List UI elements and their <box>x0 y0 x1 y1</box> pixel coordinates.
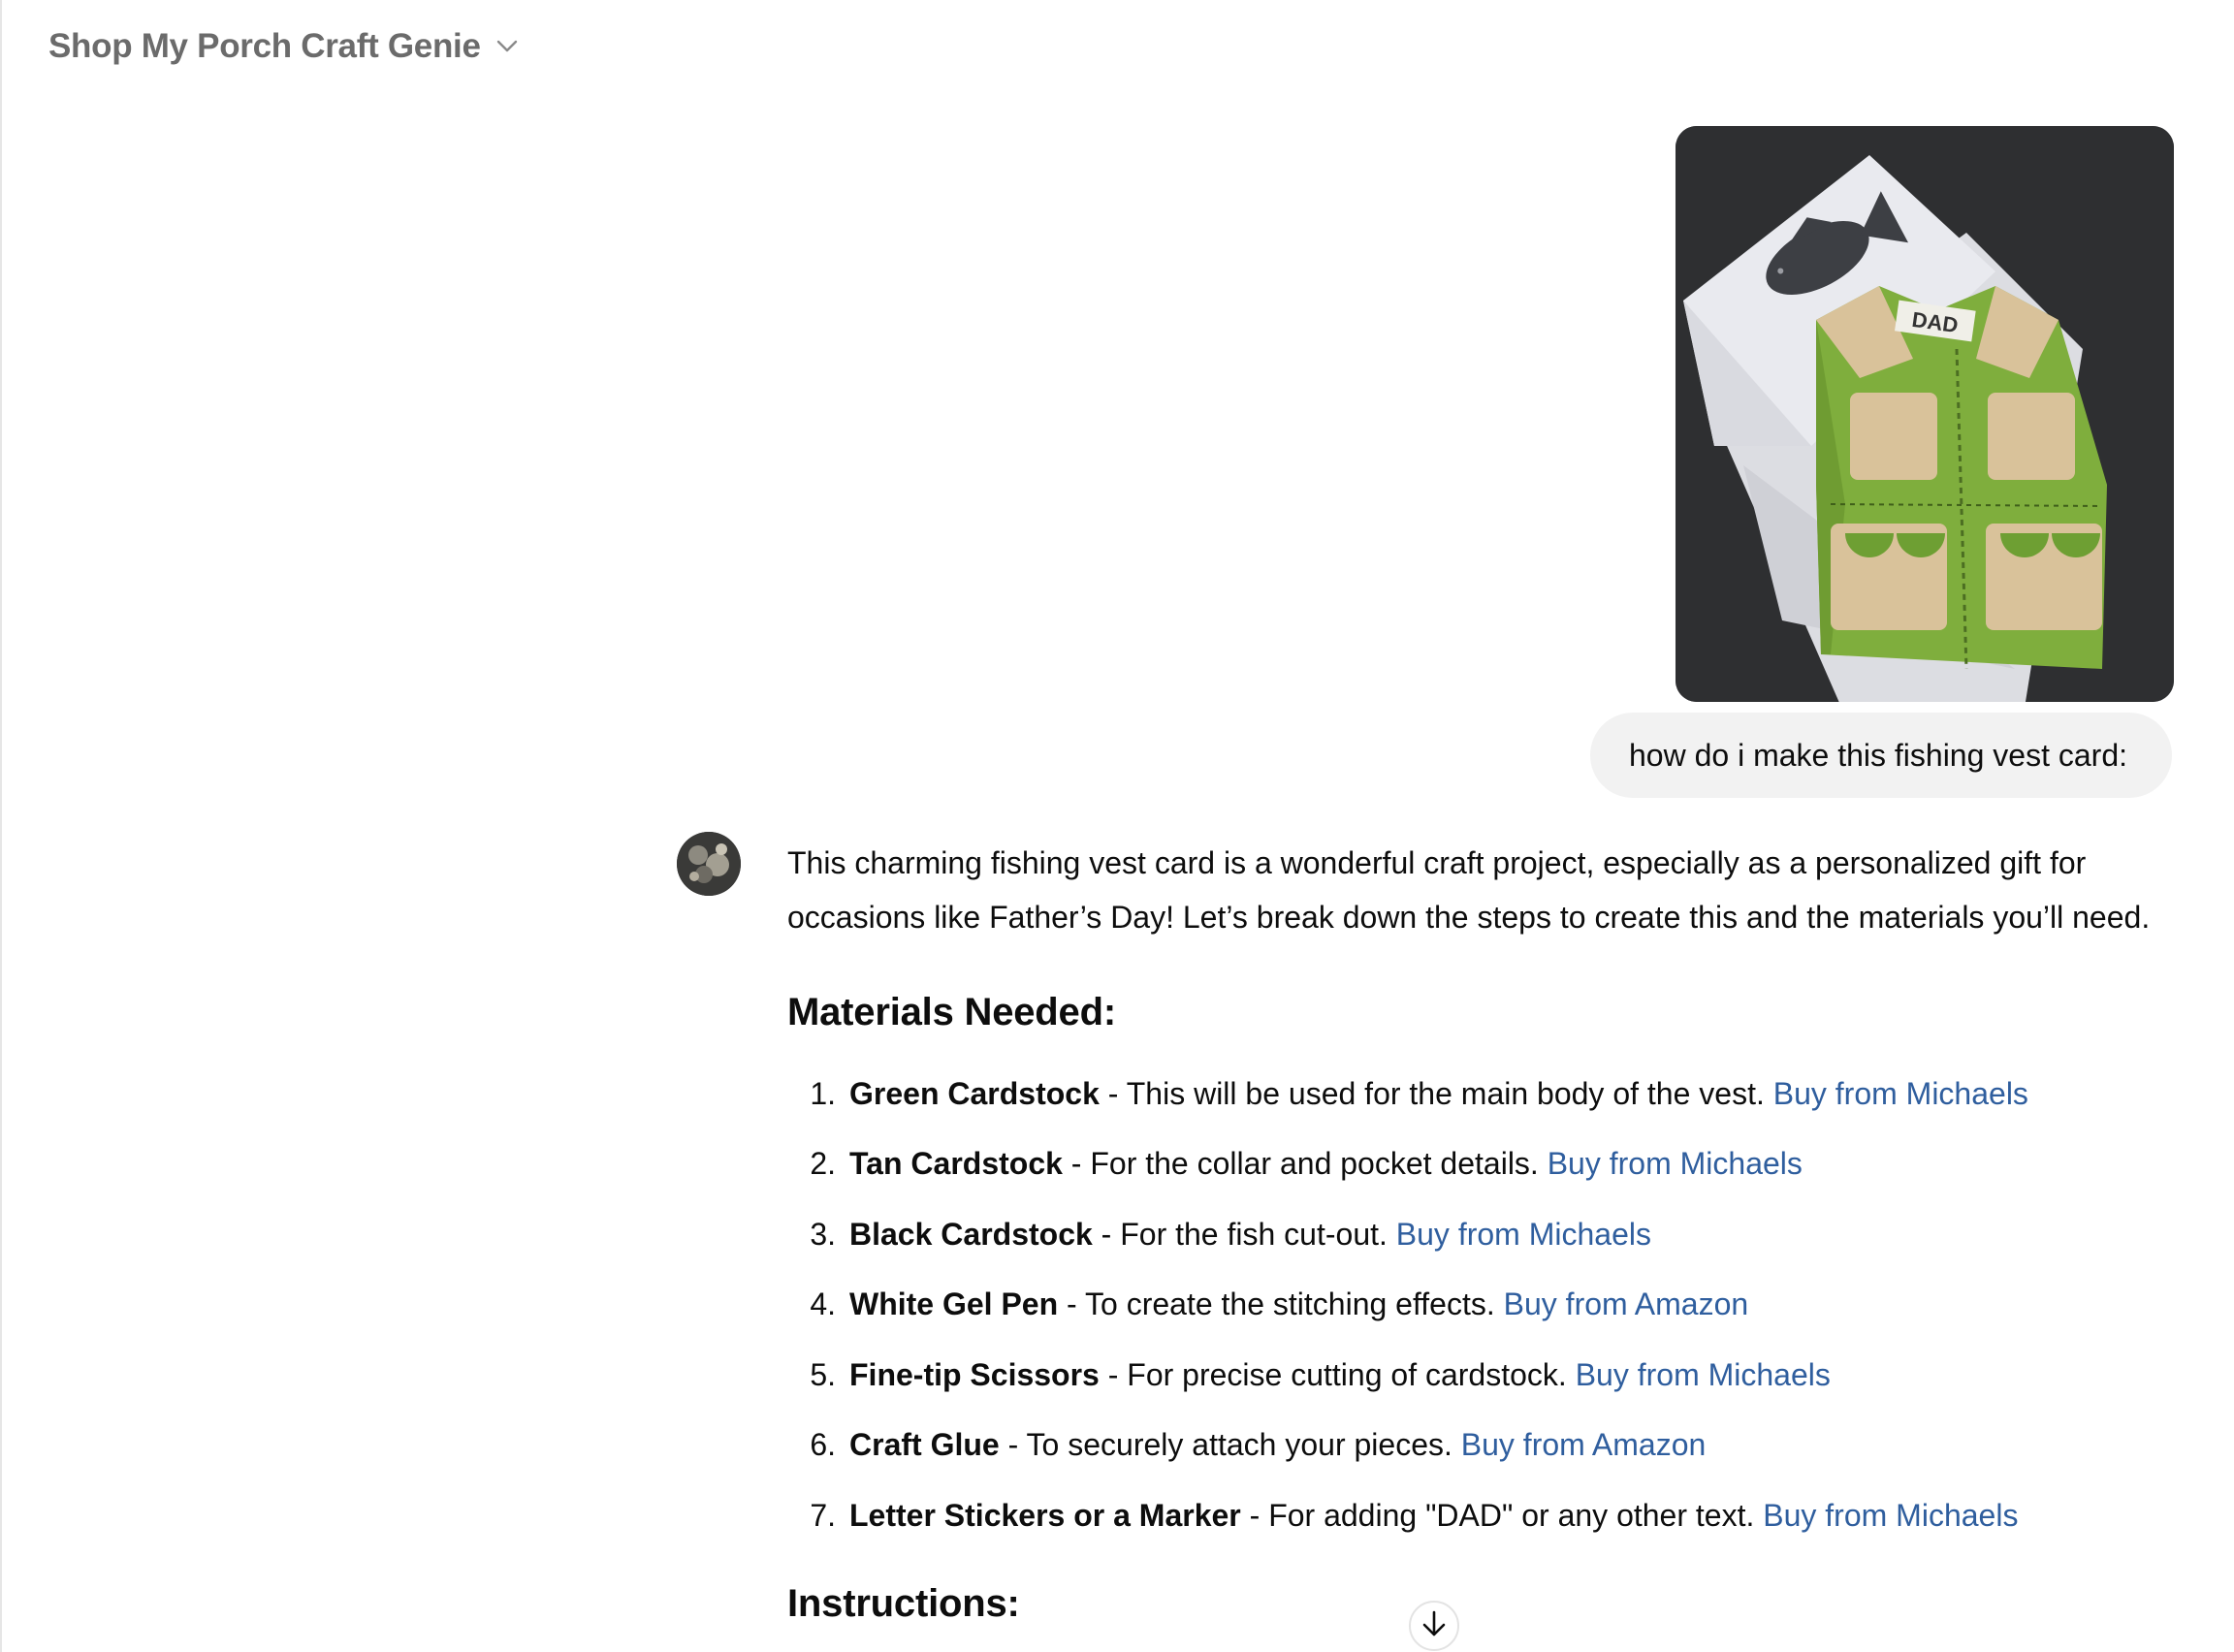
scroll-to-bottom-button[interactable] <box>1409 1601 1459 1651</box>
list-number: 3. <box>810 1216 836 1252</box>
material-name: Fine-tip Scissors <box>849 1356 1100 1392</box>
intro-line-1: This charming fishing vest card is a wonderful craft project, especially as a personalized gift for <box>787 845 2087 880</box>
list-item <box>787 1199 2028 1270</box>
list-item <box>787 1411 2028 1481</box>
list-item <box>787 1340 2028 1411</box>
list-item <box>787 1480 2028 1551</box>
buy-link[interactable]: Buy from Michaels <box>1575 1356 1831 1392</box>
list-number: 6. <box>810 1427 836 1463</box>
model-selector[interactable] <box>48 21 520 72</box>
list-item <box>787 1270 2028 1341</box>
list-number: 1. <box>810 1075 836 1111</box>
buy-link[interactable]: Buy from Amazon <box>1503 1287 1749 1322</box>
user-message-text: how do i make this fishing vest card: <box>1628 737 2127 773</box>
list-number: 7. <box>810 1497 836 1533</box>
list-number: 4. <box>810 1287 836 1322</box>
list-number: 2. <box>810 1146 836 1182</box>
buy-link[interactable]: Buy from Michaels <box>1772 1075 2028 1111</box>
buy-link[interactable]: Buy from Amazon <box>1460 1427 1707 1463</box>
app-title: Shop My Porch Craft Genie <box>48 27 481 65</box>
intro-line-2: occasions like Father’s Day! Let’s break down the steps to create this and the materials you’ll need. <box>787 900 2151 935</box>
material-name: Letter Stickers or a Marker <box>849 1497 1241 1533</box>
material-desc: - For precise cutting of cardstock. <box>1099 1356 1576 1392</box>
svg-text:DAD: DAD <box>1910 306 1960 338</box>
buy-link[interactable]: Buy from Michaels <box>1547 1146 1803 1182</box>
list-item <box>787 1059 2028 1129</box>
material-name: White Gel Pen <box>849 1287 1059 1322</box>
materials-list <box>787 1059 2028 1551</box>
user-message-bubble <box>1590 713 2172 798</box>
material-name: Green Cardstock <box>849 1075 1100 1111</box>
assistant-message <box>787 836 2164 1625</box>
list-number: 5. <box>810 1356 836 1392</box>
material-name: Craft Glue <box>849 1427 1000 1463</box>
buy-link[interactable]: Buy from Michaels <box>1763 1497 2019 1533</box>
material-desc: - For the fish cut-out. <box>1092 1216 1396 1252</box>
material-desc: - This will be used for the main body of the vest. <box>1099 1075 1773 1111</box>
chevron-down-icon <box>495 34 520 59</box>
material-desc: - For the collar and pocket details. <box>1062 1146 1548 1182</box>
buy-link[interactable]: Buy from Michaels <box>1395 1216 1651 1252</box>
material-desc: - To securely attach your pieces. <box>999 1427 1461 1463</box>
material-desc: - For adding "DAD" or any other text. <box>1240 1497 1764 1533</box>
arrow-down-icon <box>1421 1609 1447 1643</box>
list-item <box>787 1129 2028 1200</box>
instructions-heading: Instructions: <box>787 1582 1020 1625</box>
assistant-intro <box>787 836 2164 944</box>
material-name: Black Cardstock <box>849 1216 1093 1252</box>
materials-heading: Materials Needed: <box>787 991 1116 1033</box>
material-name: Tan Cardstock <box>849 1146 1063 1182</box>
user-uploaded-image[interactable] <box>1676 126 2174 702</box>
material-desc: - To create the stitching effects. <box>1058 1287 1504 1322</box>
assistant-avatar <box>677 832 741 896</box>
